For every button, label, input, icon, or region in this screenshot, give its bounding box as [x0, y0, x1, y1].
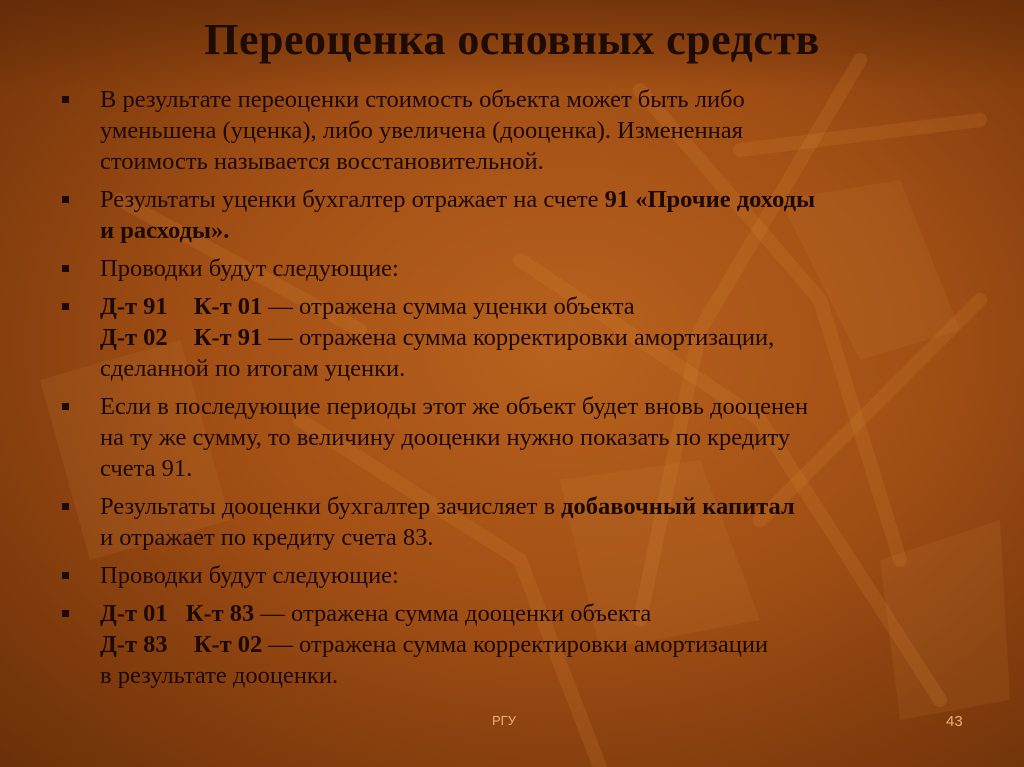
credit-account: К-т 02 — [193, 631, 263, 658]
page-number: 43 — [946, 713, 963, 730]
credit-account: К-т 01 — [193, 293, 263, 320]
bullet-list — [58, 84, 958, 698]
debit-account: Д-т 91 — [100, 293, 168, 320]
list-item: Результаты уценки бухгалтер отражает на счете 91 «Прочие доходы и расходы». — [58, 184, 958, 246]
list-item: Проводки будут следующие: — [58, 560, 958, 591]
bullet-square-icon — [62, 96, 69, 103]
slide-title: Переоценка основных средств — [204, 15, 820, 64]
list-item: Д-т 01 К-т 83 — отражена сумма дооценки объекта Д-т 83 К-т 02 — отражена сумма корректировки амортизации в результате дооценки. — [58, 598, 958, 691]
bullet-square-icon — [62, 403, 69, 410]
credit-account: К-т 83 — [185, 600, 255, 627]
list-item: Результаты дооценки бухгалтер зачисляет в добавочный капитал и отражает по кредиту счета 83. — [58, 491, 958, 553]
footer-text: РГУ — [492, 713, 516, 728]
bullet-square-icon — [62, 572, 69, 579]
debit-account: Д-т 83 — [100, 631, 168, 658]
list-item: В результате переоценки стоимость объекта может быть либо уменьшена (уценка), либо увеличена (дооценка). Измененная стоимость называется восстановительной. — [58, 84, 958, 177]
credit-account: К-т 91 — [193, 324, 263, 351]
list-item: Если в последующие периоды этот же объект будет вновь дооценен на ту же сумму, то величину дооценки нужно показать по кредиту счета 91. — [58, 391, 958, 484]
bullet-square-icon — [62, 503, 69, 510]
debit-account: Д-т 02 — [100, 324, 168, 351]
bullet-square-icon — [62, 265, 69, 272]
debit-account: Д-т 01 — [100, 600, 168, 627]
list-item: Д-т 91 К-т 01 — отражена сумма уценки объекта Д-т 02 К-т 91 — отражена сумма корректировки амортизации, сделанной по итогам уценки. — [58, 291, 958, 384]
bullet-square-icon — [62, 610, 69, 617]
list-item: Проводки будут следующие: — [58, 253, 958, 284]
bullet-square-icon — [62, 303, 69, 310]
bullet-square-icon — [62, 196, 69, 203]
